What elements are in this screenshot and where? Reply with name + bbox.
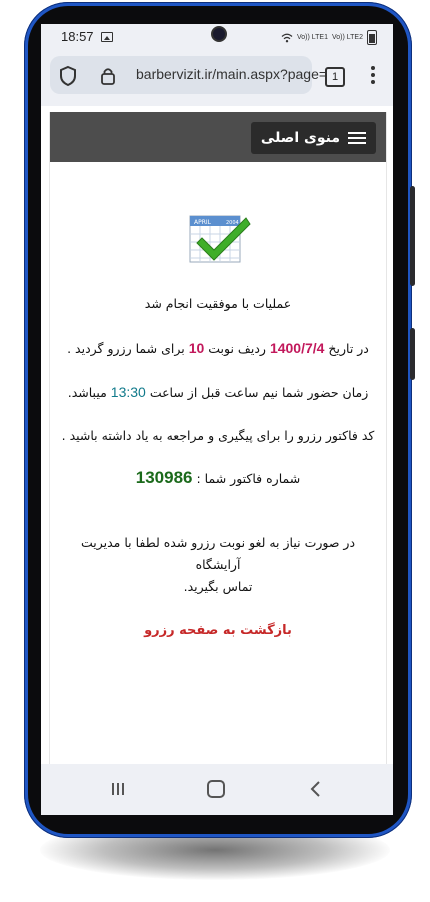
front-camera [211,26,227,42]
back-to-reservation-link[interactable]: بازگشت به صفحه رزرو [144,623,292,638]
address-bar[interactable] [50,56,328,94]
back-icon[interactable] [309,780,321,798]
status-time: 18:57 [61,29,94,44]
android-nav-bar [41,764,393,815]
invoice-line [50,468,386,488]
reservation-date: 1400/7/4 [269,340,325,356]
site-navbar [50,112,386,162]
volume-button [410,186,415,286]
power-button [410,328,415,380]
wifi-icon [281,33,293,43]
lock-icon[interactable] [100,66,116,86]
calendar-check-icon [188,212,252,266]
line1-suffix: برای شما رزرو گردید . [67,341,185,356]
more-options-icon[interactable] [371,66,375,87]
invoice-note-text: کد فاکتور رزرو را برای پیگیری و مراجعه به یاد داشته باشید . [61,428,375,443]
reservation-time: 13:30 [110,384,146,400]
phone-screen [41,24,393,815]
signal-lte2-label: Vo)) LTE2 [332,34,363,41]
browser-toolbar [41,50,393,106]
home-icon[interactable] [207,780,225,798]
recents-icon[interactable] [111,782,125,796]
line1-prefix: در تاریخ [328,341,369,356]
invoice-note [50,428,386,443]
signal-lte1-label: Vo)) LTE1 [297,34,328,41]
shield-icon[interactable] [58,65,78,87]
main-menu-button[interactable] [251,122,376,154]
cancel-note-line1: در صورت نیاز به لغو نوبت رزرو شده لطفا با مدیریت آرایشگاه [80,535,356,572]
status-bar [41,24,393,50]
back-link-row [50,622,386,638]
image-notification-icon [101,32,113,42]
arrival-time-line [50,384,386,400]
reservation-slot: 10 [188,340,205,356]
success-message [50,296,386,311]
calendar-year: 2004 [226,220,239,226]
tab-switcher-button[interactable]: 1 [325,67,345,87]
invoice-label: شماره فاکتور شما : [196,471,301,486]
web-page [49,112,387,764]
success-title: عملیات با موفقیت انجام شد [144,296,292,311]
reservation-line [50,340,386,356]
main-menu-label: منوی اصلی [260,130,340,146]
line2-suffix: میباشد. [67,385,107,400]
line1-mid: ردیف نوبت [208,341,266,356]
cancel-note-line2: تماس بگیرید. [183,579,253,594]
url-text: barbervizit.ir/main.aspx?page= [136,66,328,82]
status-right [281,30,377,45]
calendar-month: APRIL [194,219,212,226]
hamburger-icon [348,129,366,147]
cancel-note [58,532,378,598]
line2-prefix: زمان حضور شما نیم ساعت قبل از ساعت [149,385,369,400]
battery-icon [367,30,377,45]
invoice-number: 130986 [135,468,193,487]
